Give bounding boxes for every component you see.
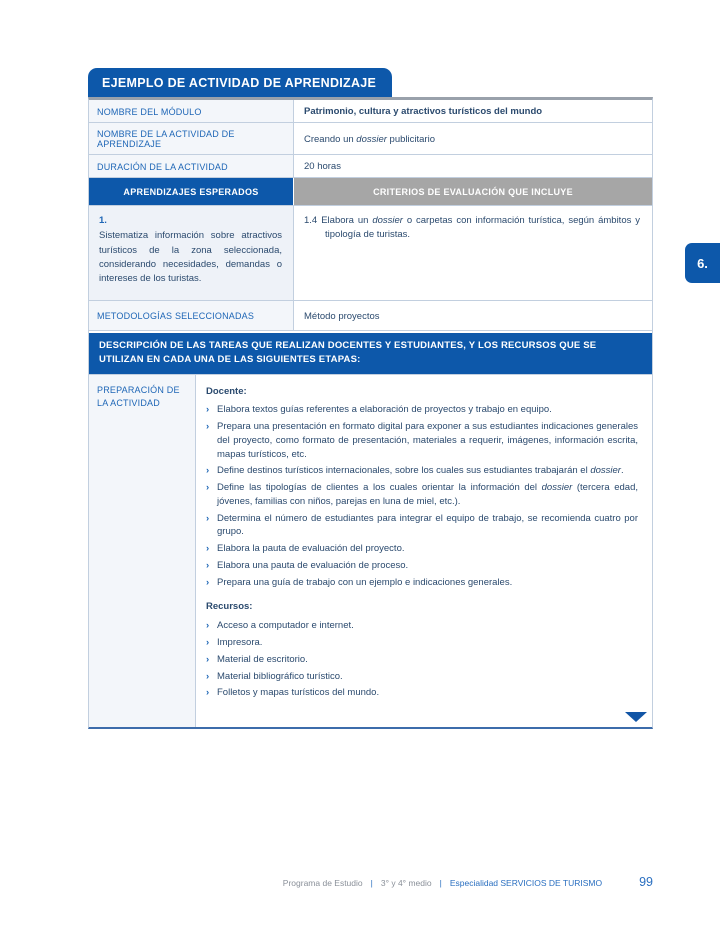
aprendizaje-text: Sistematiza información sobre atractivos turísticos de la zona seleccionada, considerando necesidades, demandas o intereses de los turistas. (99, 230, 282, 284)
bullet-icon: › (206, 576, 210, 588)
row-value (294, 123, 652, 154)
footer-specialty: Especialidad SERVICIOS DE TURISMO (449, 878, 603, 888)
chapter-tab (685, 243, 720, 283)
table-row-metodologias (89, 301, 652, 331)
row-value-text: Método proyectos (304, 310, 380, 322)
aprendizaje-cell (89, 206, 294, 300)
footer-separator: | (439, 878, 442, 888)
list-item (206, 559, 638, 573)
row-value (294, 100, 652, 122)
list-item (206, 636, 638, 650)
criterio-cell (294, 206, 652, 300)
description-banner: DESCRIPCIÓN DE LAS TAREAS QUE REALIZAN DOCENTES Y ESTUDIANTES, Y LOS RECURSOS QUE SE UTILIZAN EN CADA UNA DE LAS SIGUIENTES ETAPAS: (89, 331, 652, 375)
list-item-text: Elabora una pauta de evaluación de proceso. (217, 559, 409, 571)
list-item (206, 686, 638, 700)
list-item-text: Impresora. (217, 636, 263, 648)
row-label: METODOLOGÍAS SELECCIONADAS (89, 301, 294, 330)
row-value (294, 155, 652, 177)
list-item (206, 653, 638, 667)
docente-heading: Docente: (206, 385, 247, 397)
list-item-text: Define destinos turísticos internacionales, sobre los cuales sus estudiantes trabajarán el dossier. (217, 465, 624, 477)
row-value-text: Creando un dossier publicitario (304, 133, 435, 145)
page-number: 99 (639, 875, 653, 889)
bullet-icon: › (206, 543, 210, 555)
chapter-number: 6. (697, 255, 708, 271)
table-row-aprendizaje (89, 206, 652, 301)
row-value-text: 20 horas (304, 161, 341, 172)
list-item (206, 464, 638, 478)
list-item-text: Acceso a computador e internet. (217, 620, 354, 632)
bullet-icon: › (206, 512, 210, 524)
docente-list (206, 403, 638, 589)
footer-program: Programa de Estudio (282, 878, 363, 888)
footer-grade: 3° y 4° medio (380, 878, 432, 888)
list-item-text: Elabora textos guías referentes a elaboración de proyectos y trabajo en equipo. (217, 404, 552, 416)
bullet-icon: › (206, 421, 210, 433)
bullet-icon: › (206, 559, 210, 571)
table-header-row (89, 178, 652, 206)
table-row-actividad (89, 123, 652, 155)
list-item (206, 420, 638, 461)
table-row-preparacion (89, 375, 652, 727)
page-title-label: EJEMPLO DE ACTIVIDAD DE APRENDIZAJE (102, 76, 377, 90)
row-label: NOMBRE DE LA ACTIVIDAD DE APRENDIZAJE (89, 123, 294, 154)
preparacion-label: PREPARACIÓN DE LA ACTIVIDAD (89, 375, 196, 727)
list-item-text: Determina el número de estudiantes para integrar el equipo de trabajo, se recomienda cuatro por grupo. (217, 512, 638, 538)
criterio-text (304, 214, 640, 243)
page-title (88, 68, 392, 97)
criterio-body: Elabora un dossier o carpetas con información turística, según ámbitos y tipología de turistas. (321, 215, 640, 241)
preparacion-content (196, 375, 652, 727)
list-item-text: Elabora la pauta de evaluación del proyecto. (217, 543, 405, 555)
list-item-text: Material bibliográfico turístico. (217, 670, 343, 682)
row-value-text: Patrimonio, cultura y atractivos turísticos del mundo (304, 106, 543, 117)
table-row-duracion (89, 155, 652, 178)
bullet-icon: › (206, 482, 210, 494)
header-criterios: CRITERIOS DE EVALUACIÓN QUE INCLUYE (294, 178, 652, 205)
bullet-icon: › (206, 687, 210, 699)
bullet-icon: › (206, 636, 210, 648)
aprendizaje-number: 1. (99, 215, 107, 226)
list-item (206, 542, 638, 556)
page-footer (88, 875, 653, 889)
bullet-icon: › (206, 620, 210, 632)
bullet-icon: › (206, 653, 210, 665)
list-item (206, 481, 638, 509)
list-item (206, 619, 638, 633)
criterio-number: 1.4 (304, 215, 318, 226)
list-item-text: Define las tipologías de clientes a los cuales orientar la información del dossier (tercera edad, jóvenes, familias con niños, parejas en luna de miel, etc.). (217, 482, 638, 507)
recursos-heading: Recursos: (206, 601, 253, 613)
list-item (206, 576, 638, 590)
bullet-icon: › (206, 404, 210, 416)
continuation-arrow-icon (625, 712, 647, 722)
table-row-modulo (89, 100, 652, 123)
list-item (206, 512, 638, 540)
row-label: NOMBRE DEL MÓDULO (89, 100, 294, 122)
list-item-text: Prepara una guía de trabajo con un ejemplo e indicaciones generales. (217, 576, 513, 588)
bullet-icon: › (206, 465, 210, 477)
row-label: DURACIÓN DE LA ACTIVIDAD (89, 155, 294, 177)
list-item (206, 670, 638, 684)
footer-separator: | (370, 878, 373, 888)
activity-table (88, 97, 653, 729)
list-item-text: Material de escritorio. (217, 653, 308, 665)
list-item-text: Prepara una presentación en formato digital para exponer a sus estudiantes indicaciones generales del proyecto, como formato de presentación, materiales a requerir, imágenes, información escrita, mapas turísticos, etc. (217, 421, 638, 460)
header-aprendizajes: APRENDIZAJES ESPERADOS (89, 178, 294, 205)
page-content (88, 68, 653, 729)
bullet-icon: › (206, 670, 210, 682)
list-item-text: Folletos y mapas turísticos del mundo. (217, 687, 380, 699)
list-item (206, 403, 638, 417)
row-value (294, 301, 652, 330)
recursos-list (206, 619, 638, 700)
